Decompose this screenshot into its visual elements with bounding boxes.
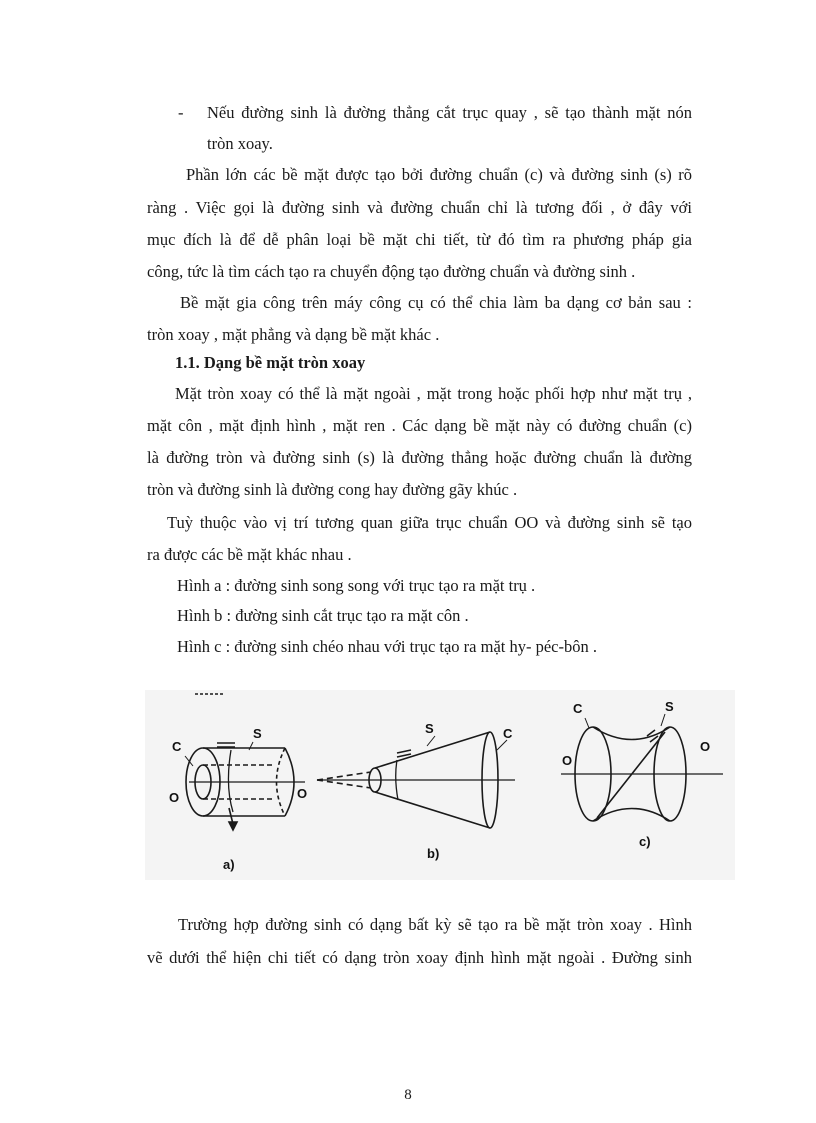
text-line: tròn và đường sinh là đường cong hay đường gãy khúc .: [147, 480, 518, 499]
text-line: Hình c : đường sinh chéo nhau với trục tạo ra mặt hy- péc-bôn .: [177, 637, 597, 656]
hyperboloid-drawing: [561, 714, 723, 821]
label-s-c: S: [665, 699, 674, 714]
label-c-a: C: [172, 739, 182, 754]
label-o-right-a: O: [297, 786, 308, 801]
text-line: ra được các bề mặt khác nhau .: [147, 545, 352, 564]
label-c-c: C: [573, 701, 583, 716]
text-line: công, tức là tìm cách tạo ra chuyển động tạo đường chuẩn và đường sinh .: [147, 262, 636, 281]
bullet-dash: -: [178, 103, 184, 122]
label-s-a: S: [253, 726, 262, 741]
text-line: Bề mặt gia công trên máy công cụ có thể chia làm ba dạng cơ bản sau :: [180, 293, 692, 312]
label-o-left-a: O: [169, 790, 180, 805]
caption-b: b): [427, 846, 440, 861]
text-line: Nếu đường sinh là đường thẳng cắt trục quay , sẽ tạo thành mặt nón: [207, 103, 692, 122]
text-line: vẽ dưới thể hiện chi tiết có dạng tròn xoay định hình mặt ngoài . Đường sinh: [147, 948, 692, 967]
cylinder-drawing: [185, 742, 308, 830]
text-line: Mặt tròn xoay có thể là mặt ngoài , mặt trong hoặc phối hợp như mặt trụ ,: [175, 384, 692, 403]
cone-drawing: [317, 732, 515, 828]
text-line: Hình a : đường sinh song song với trục tạo ra mặt trụ .: [177, 576, 536, 595]
caption-c: c): [639, 834, 651, 849]
text-line: Phần lớn các bề mặt được tạo bởi đường chuẩn (c) và đường sinh (s) rõ: [186, 165, 692, 184]
text-line: tròn xoay , mặt phẳng và dạng bề mặt khác .: [147, 325, 440, 344]
label-c-b: C: [503, 726, 513, 741]
label-s-b: S: [425, 721, 434, 736]
label-o-left-c: O: [562, 753, 573, 768]
text-line: là đường tròn và đường sinh (s) là đường thẳng hoặc đường chuẩn là đường: [147, 448, 692, 467]
text-line: Trường hợp đường sinh có dạng bất kỳ sẽ tạo ra bề mặt tròn xoay . Hình: [178, 915, 692, 934]
page-number: 8: [404, 1087, 412, 1103]
text-line: Tuỳ thuộc vào vị trí tương quan giữa trục chuẩn OO và đường sinh sẽ tạo: [167, 513, 692, 532]
text-line: Hình b : đường sinh cắt trục tạo ra mặt côn .: [177, 606, 469, 625]
surfaces-figure-drawing: [145, 690, 735, 880]
label-o-right-c: O: [700, 739, 711, 754]
text-line: tròn xoay.: [207, 134, 273, 153]
text-line: ràng . Việc gọi là đường sinh và đường chuẩn chỉ là tương đối , ở đây với: [147, 198, 692, 217]
caption-a: a): [223, 857, 235, 872]
text-line: mặt côn , mặt định hình , mặt ren . Các dạng bề mặt này có đường chuẩn (c): [147, 416, 692, 435]
surfaces-figure: [145, 690, 735, 880]
section-heading: 1.1. Dạng bề mặt tròn xoay: [175, 353, 366, 372]
text-line: mục đích là để dễ phân loại bề mặt chi tiết, từ đó tìm ra phương pháp gia: [147, 230, 692, 249]
